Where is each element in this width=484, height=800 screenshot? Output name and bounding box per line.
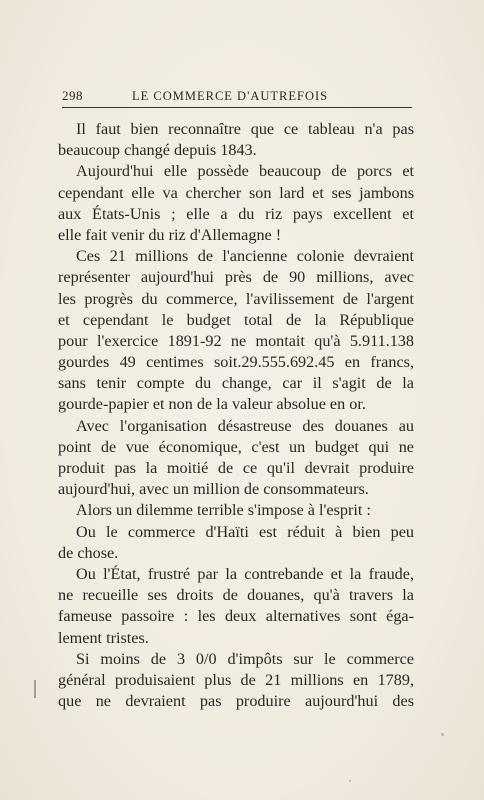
- body-text: [58, 119, 414, 712]
- text-line: gourde-papier et non de la valeur absolue en or.: [58, 395, 366, 414]
- speck: [349, 780, 351, 782]
- text-line: général produisaient plus de 21 millions en 1789,: [58, 670, 414, 689]
- speck: [441, 733, 444, 736]
- margin-mark: [34, 680, 36, 698]
- page-number: 298: [62, 88, 83, 103]
- text-line: sans tenir compte du change, car il s'agit de la: [58, 374, 414, 393]
- text-line: aux États-Unis ; elle a du riz pays excellent et: [58, 204, 414, 223]
- text-line: Ou l'État, frustré par la contrebande et la fraude,: [76, 564, 414, 583]
- text-line: elle fait venir du riz d'Allemagne !: [58, 225, 282, 244]
- text-line: cependant elle va chercher son lard et ses jambons: [58, 183, 414, 202]
- text-line: Ces 21 millions de l'ancienne colonie devraient: [76, 247, 414, 266]
- text-line: que ne devraient pas produire aujourd'hui des: [58, 692, 414, 711]
- text-line: produit pas la moitié de ce qu'il devrait produire: [58, 459, 414, 477]
- text-line: Ou le commerce d'Haïti est réduit à bien peu: [76, 522, 414, 541]
- text-line: Aujourd'hui elle possède beaucoup de porcs et: [76, 162, 414, 181]
- text-line: gourdes 49 centimes soit.29.555.692.45 en francs,: [58, 353, 414, 372]
- header-rule: [62, 107, 412, 108]
- text-line: fameuse passoire : les deux alternatives sont éga-: [58, 607, 414, 626]
- text-line: Si moins de 3 0/0 d'impôts sur le commerce: [76, 649, 414, 668]
- text-line: et cependant le budget total de la République: [58, 310, 414, 329]
- running-head: LE COMMERCE D'AUTREFOIS: [132, 89, 329, 103]
- text-line: ne recueille ses droits de douanes, qu'à travers la: [58, 586, 414, 605]
- text-line: beaucoup changé depuis 1843.: [58, 141, 257, 160]
- page-header: [62, 88, 412, 108]
- text-line: aujourd'hui, avec un million de consommateurs.: [58, 480, 369, 499]
- text-line: de chose.: [58, 543, 119, 562]
- text-line: Avec l'organisation désastreuse des douanes au: [76, 416, 414, 435]
- text-line: les progrès du commerce, l'avilissement de l'argent: [58, 289, 414, 308]
- text-line: point de vue économique, c'est un budget qui ne: [58, 437, 414, 456]
- text-line: lement tristes.: [58, 628, 149, 647]
- text-line: représenter aujourd'hui près de 90 millions, avec: [58, 268, 414, 287]
- text-line: Il faut bien reconnaître que ce tableau n'a pas: [76, 120, 414, 138]
- text-line: Alors un dilemme terrible s'impose à l'esprit :: [76, 501, 371, 520]
- text-line: pour l'exercice 1891-92 ne montait qu'à 5.911.138: [58, 331, 414, 350]
